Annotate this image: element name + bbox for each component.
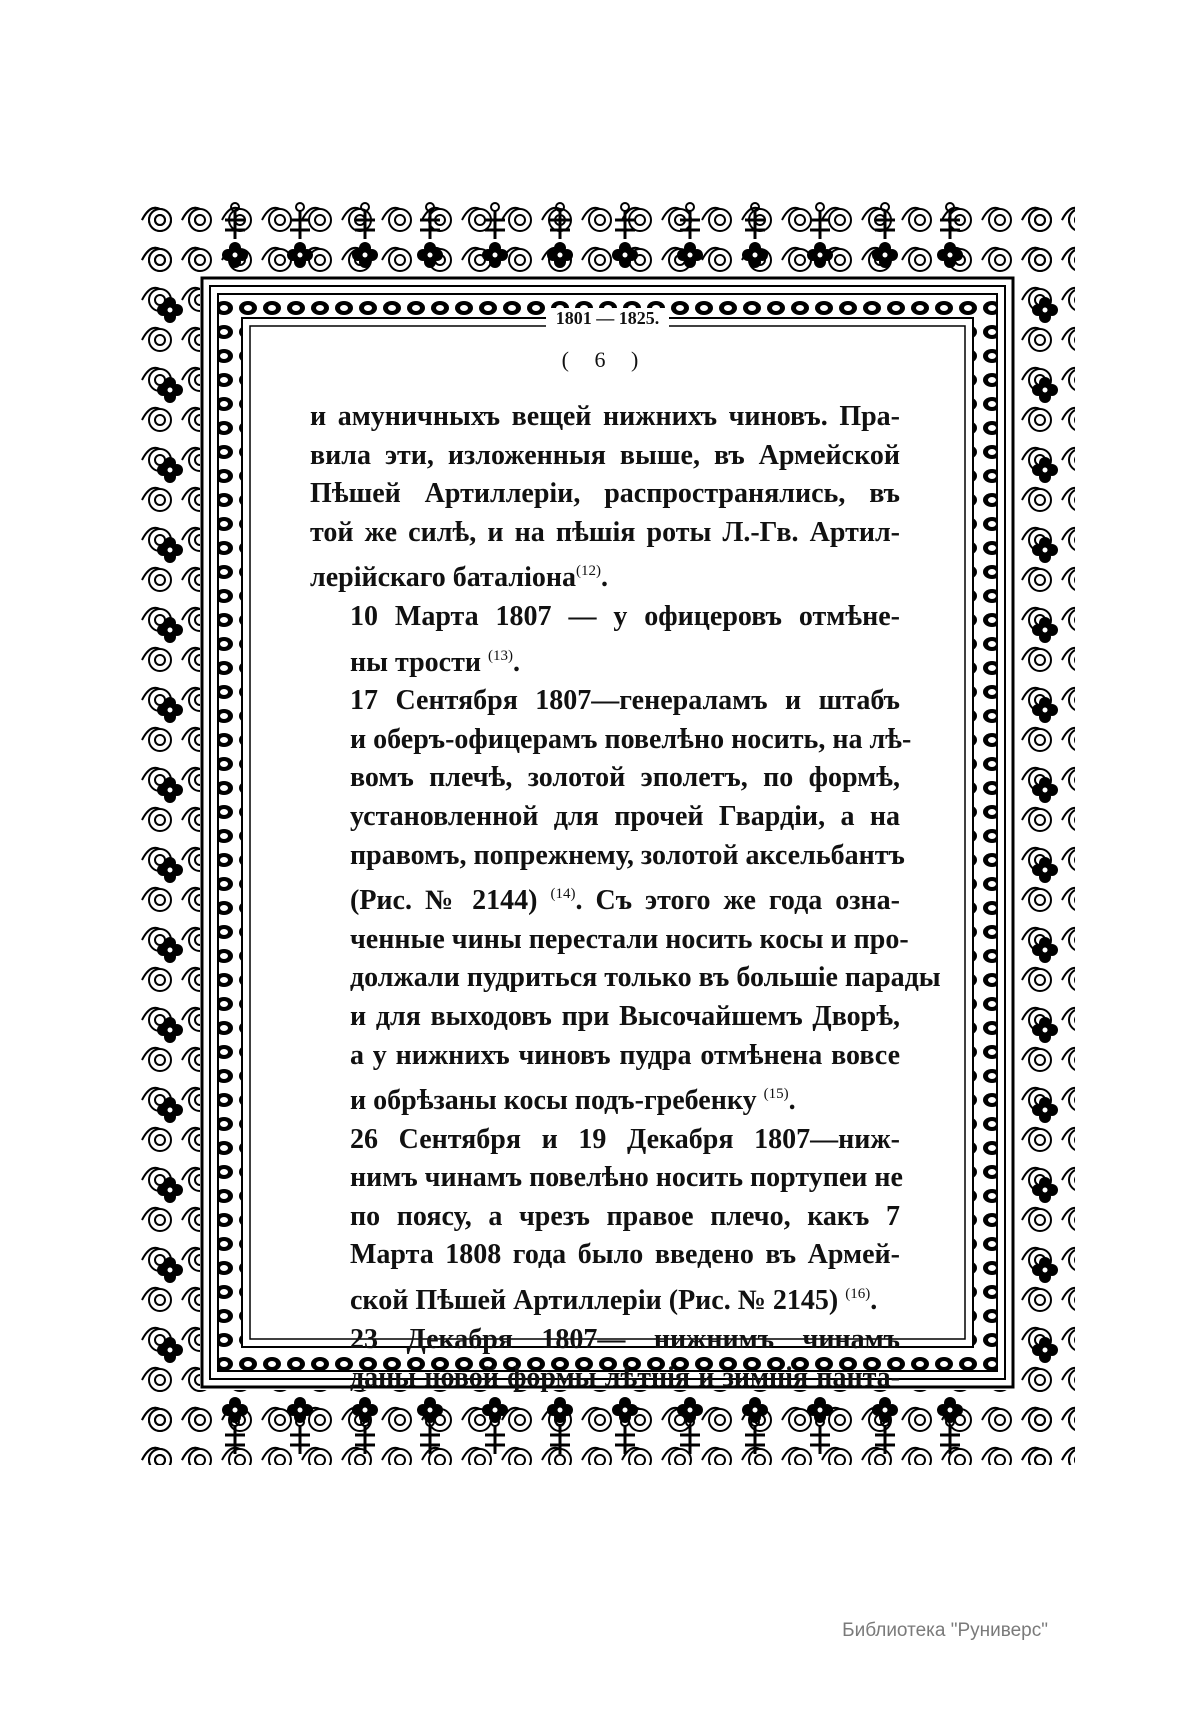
text-line: и обрѣзаны косы подъ-гребенку $^{(15)}$. xyxy=(350,1085,796,1117)
text-line: 23 Декабря 1807— нижнимъ чинамъ xyxy=(350,1323,900,1355)
text-line: и для выходовъ при Высочайшемъ Дворѣ, xyxy=(350,1000,900,1032)
footnote-ref: (13) xyxy=(487,647,513,664)
text-line: вомъ плечѣ, золотой эполетъ, по формѣ, xyxy=(350,762,900,794)
text-line: и оберъ-офицерамъ повелѣно носить, на лѣ- xyxy=(350,723,912,755)
text-line: 10 Марта 1807 — у офицеровъ отмѣне- xyxy=(350,600,900,632)
paragraph-september-26-1807 xyxy=(310,1121,903,1321)
paragraph-december-23-1807 xyxy=(310,1321,900,1398)
paragraph-march-1807 xyxy=(310,598,900,682)
text-line: а у нижнихъ чиновъ пудра отмѣнена вовсе xyxy=(350,1039,900,1071)
header-years: 1801 — 1825. xyxy=(546,308,670,329)
footnote-ref: (15) xyxy=(763,1086,789,1103)
text-line: должали пудриться только въ большіе парады xyxy=(350,962,941,994)
text-line: ской Пѣшей Артиллеріи (Рис. № 2145) $^{(16)}$. xyxy=(350,1285,878,1317)
text-line: Пѣшей Артиллеріи, распространялись, въ xyxy=(310,478,900,510)
running-header xyxy=(245,300,970,336)
text-fragment: ны трости xyxy=(350,646,481,678)
text-fragment: и обрѣзаны косы подъ-гребенку xyxy=(350,1085,757,1117)
footnote-ref: (12) xyxy=(576,563,602,580)
text-line: ченные чины перестали носить косы и про- xyxy=(350,923,909,955)
library-credit: Библиотека "Руниверс" xyxy=(842,1620,1048,1641)
text-line: и амуничныхъ вещей нижнихъ чиновъ. Пра- xyxy=(310,401,900,432)
text-line: 17 Сентября 1807—генераламъ и штабъ xyxy=(350,685,900,717)
footnote-ref: (14) xyxy=(550,886,576,903)
text-line: 26 Сентября и 19 Декабря 1807—ниж- xyxy=(350,1123,900,1155)
text-line: Марта 1808 года было введено въ Армей- xyxy=(350,1239,900,1271)
text-line: ны трости $^{(13)}$. xyxy=(350,646,520,678)
body-text xyxy=(310,398,941,1398)
text-line: правомъ, попрежнему, золотой аксельбантъ xyxy=(350,839,905,871)
text-line: той же силѣ, и на пѣшія роты Л.-Гв. Артил- xyxy=(310,516,900,548)
text-fragment: лерійскаго баталіона xyxy=(310,562,577,594)
paragraph-continuation xyxy=(310,398,900,598)
text-line xyxy=(310,875,900,921)
text-line: нимъ чинамъ повелѣно носить портупеи не xyxy=(350,1162,903,1194)
paragraph-september-17-1807 xyxy=(310,682,941,1121)
text-line: даны новой формы лѣтнія и зимнія панта- xyxy=(350,1362,900,1394)
text-line: лерійскаго баталіона$^{(12)}$. xyxy=(310,562,609,594)
footnote-ref: (16) xyxy=(845,1286,871,1303)
page-number: ( 6 ) xyxy=(561,347,649,372)
text-line: установленной для прочей Гвардіи, а на xyxy=(350,800,900,832)
text-line: по поясу, а чрезъ правое плечо, какъ 7 xyxy=(350,1200,900,1232)
text-fragment: . Съ этого же года озна- xyxy=(575,885,901,917)
text-fragment: ской Пѣшей Артиллеріи (Рис. № 2145) xyxy=(350,1285,839,1317)
text-fragment: (Рис. № 2144) xyxy=(350,885,538,917)
text-line: вила эти, изложенныя выше, въ Армейской xyxy=(310,439,900,471)
